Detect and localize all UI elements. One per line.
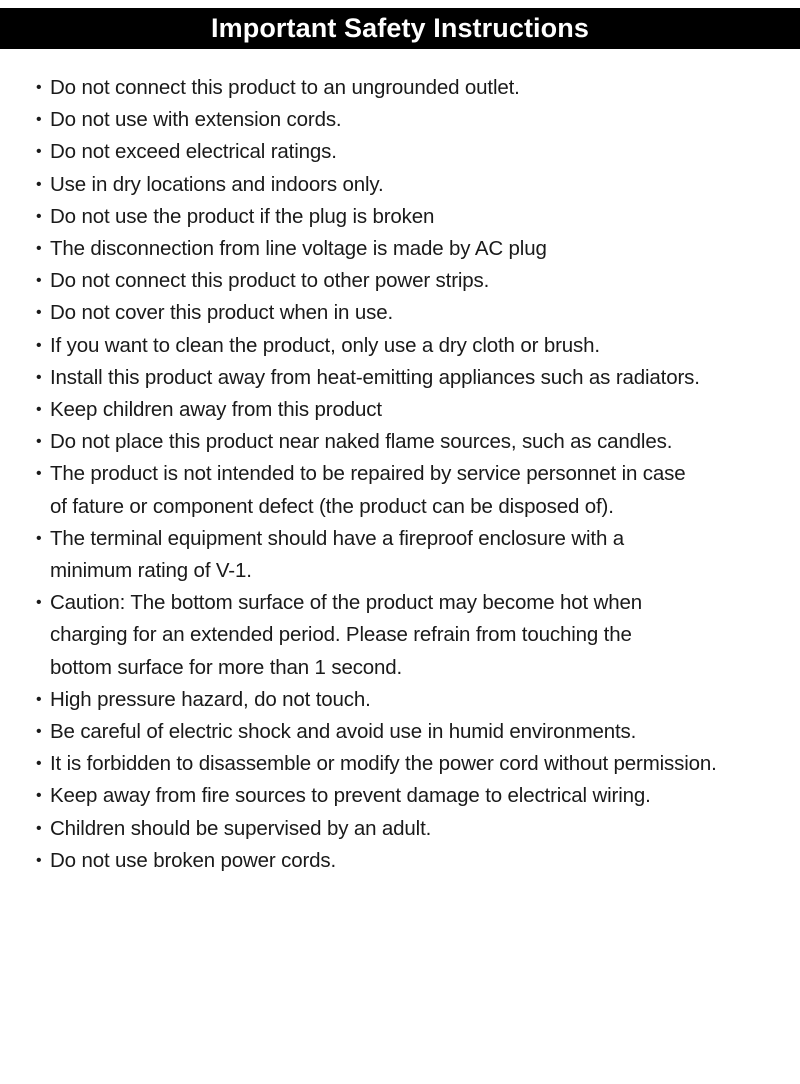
bullet-icon: • [36, 79, 42, 96]
header-bar [0, 8, 800, 49]
instruction-text [50, 201, 780, 233]
instruction-text [50, 233, 780, 265]
instruction-line: Do not use the product if the plug is broken [50, 204, 435, 228]
instruction-line: Children should be supervised by an adult. [50, 816, 432, 840]
instruction-line: Install this product away from heat-emitting appliances such as radiators. [50, 365, 700, 389]
instruction-text [50, 845, 780, 877]
bullet-icon: • [36, 690, 42, 708]
instruction-item [0, 201, 800, 233]
instruction-line: Do not connect this product to other power strips. [50, 269, 490, 293]
bullet-icon: • [36, 368, 42, 386]
instruction-line: of fature or component defect (the product can be disposed of). [50, 494, 614, 518]
instruction-text [50, 394, 780, 426]
instruction-text [50, 426, 780, 458]
instruction-item [0, 523, 800, 587]
instruction-text [50, 104, 780, 136]
instruction-line: Keep away from fire sources to prevent damage to electrical wiring. [50, 784, 651, 808]
bullet-icon: • [36, 787, 42, 805]
instruction-text [50, 813, 780, 845]
instruction-item [0, 426, 800, 458]
safety-instruction-list [0, 72, 800, 877]
instruction-item [0, 362, 800, 394]
instruction-line: bottom surface for more than 1 second. [50, 655, 403, 679]
bullet-icon: • [36, 207, 42, 225]
instruction-text [50, 330, 780, 362]
instruction-item [0, 265, 800, 297]
bullet-icon: • [36, 336, 42, 354]
instruction-line: The product is not intended to be repaired by service personnet in case [50, 462, 686, 486]
instruction-line: Do not connect this product to an ungrounded outlet. [50, 76, 520, 99]
bullet-icon: • [36, 143, 42, 161]
instruction-line: Do not place this product near naked flame sources, such as candles. [50, 430, 673, 454]
instruction-text [50, 136, 780, 168]
instruction-line: The disconnection from line voltage is made by AC plug [50, 237, 547, 261]
instruction-item [0, 748, 800, 780]
instruction-line: Do not exceed electrical ratings. [50, 140, 337, 164]
instruction-line: Use in dry locations and indoors only. [50, 172, 384, 196]
instruction-line: Do not use broken power cords. [50, 848, 337, 872]
instruction-line: High pressure hazard, do not touch. [50, 687, 371, 711]
instruction-item [0, 169, 800, 201]
instruction-line: Keep children away from this product [50, 398, 382, 422]
bullet-icon: • [36, 819, 42, 837]
bullet-icon: • [36, 401, 42, 419]
instruction-line: minimum rating of V-1. [50, 559, 252, 583]
instruction-line: Be careful of electric shock and avoid use in humid environments. [50, 720, 637, 744]
bullet-icon: • [36, 723, 42, 741]
instruction-item [0, 136, 800, 168]
instruction-item [0, 458, 800, 522]
bullet-icon: • [36, 851, 42, 869]
instruction-item [0, 72, 800, 104]
bullet-icon: • [36, 594, 42, 612]
instruction-item [0, 716, 800, 748]
instruction-item [0, 104, 800, 136]
bullet-icon: • [36, 240, 42, 258]
instruction-line: Do not use with extension cords. [50, 108, 342, 132]
bullet-icon: • [36, 755, 42, 773]
instruction-text [50, 265, 780, 297]
instruction-line: Caution: The bottom surface of the product may become hot when [50, 591, 642, 615]
instruction-text [50, 362, 780, 394]
bullet-icon: • [36, 433, 42, 451]
bullet-icon: • [36, 111, 42, 129]
bullet-icon: • [36, 272, 42, 290]
instruction-line: It is forbidden to disassemble or modify the power cord without permission. [50, 752, 717, 776]
instruction-text [50, 780, 780, 812]
bullet-icon: • [36, 529, 42, 547]
instruction-text [50, 684, 780, 716]
bullet-icon: • [36, 304, 42, 322]
instruction-text [50, 297, 780, 329]
instruction-text [50, 748, 780, 780]
instruction-line: charging for an extended period. Please refrain from touching the [50, 623, 632, 647]
instruction-text [50, 458, 780, 522]
instruction-text [50, 72, 780, 104]
instruction-line: If you want to clean the product, only use a dry cloth or brush. [50, 333, 600, 357]
instruction-item [0, 330, 800, 362]
instruction-text [50, 523, 780, 587]
bullet-icon: • [36, 465, 42, 483]
instruction-item [0, 587, 800, 684]
instruction-line: The terminal equipment should have a fireproof enclosure with a [50, 526, 624, 550]
instruction-item [0, 845, 800, 877]
bullet-icon: • [36, 175, 42, 193]
instruction-line: Do not cover this product when in use. [50, 301, 393, 325]
instruction-text [50, 169, 780, 201]
instruction-item [0, 297, 800, 329]
instruction-text [50, 716, 780, 748]
instruction-item [0, 394, 800, 426]
instruction-item [0, 684, 800, 716]
instruction-text [50, 587, 780, 684]
instruction-item [0, 780, 800, 812]
instruction-item [0, 813, 800, 845]
instruction-item [0, 233, 800, 265]
page-title: Important Safety Instructions [211, 13, 589, 43]
